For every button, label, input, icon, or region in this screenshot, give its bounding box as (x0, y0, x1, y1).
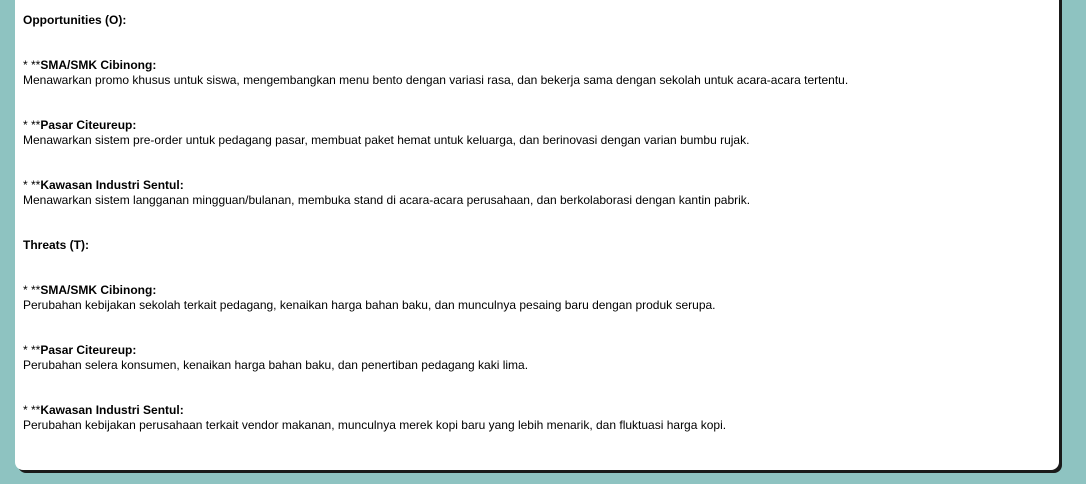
bullet-marker: * ** (23, 343, 41, 357)
bullet-marker: * ** (23, 403, 41, 417)
threats-heading: Threats (T): (23, 238, 89, 252)
opportunity-item (23, 118, 749, 148)
threat-item-text: Perubahan kebijakan perusahaan terkait vendor makanan, munculnya merek kopi baru yang lebih menarik, dan fluktuasi harga kopi. (23, 418, 727, 432)
location-name: Pasar Citeureup: (40, 343, 137, 357)
threat-item (23, 403, 726, 433)
opportunity-item (23, 58, 848, 88)
bullet-marker: * ** (23, 118, 41, 132)
threat-item-title (23, 343, 528, 358)
location-name: SMA/SMK Cibinong: (40, 283, 157, 297)
threat-item (23, 283, 716, 313)
threat-item (23, 343, 528, 373)
opportunity-item-title (23, 178, 750, 193)
threat-item-title (23, 403, 726, 418)
content-card (15, 0, 1059, 470)
location-name: Pasar Citeureup: (40, 118, 137, 132)
bullet-marker: * ** (23, 178, 41, 192)
opportunity-item (23, 178, 750, 208)
opportunity-item-text: Menawarkan sistem pre-order untuk pedagang pasar, membuat paket hemat untuk keluarga, dan berinovasi dengan varian bumbu rujak. (23, 133, 750, 147)
location-name: SMA/SMK Cibinong: (40, 58, 157, 72)
bullet-marker: * ** (23, 283, 41, 297)
threat-item-text: Perubahan selera konsumen, kenaikan harga bahan baku, dan penertiban pedagang kaki lima. (23, 358, 529, 372)
opportunity-item-title (23, 118, 749, 133)
location-name: Kawasan Industri Sentul: (40, 178, 184, 192)
threat-item-title (23, 283, 716, 298)
bullet-marker: * ** (23, 58, 41, 72)
opportunities-heading: Opportunities (O): (23, 13, 127, 27)
opportunity-item-text: Menawarkan promo khusus untuk siswa, mengembangkan menu bento dengan variasi rasa, dan bekerja sama dengan sekolah untuk acara-acara tertentu. (23, 73, 849, 87)
threat-item-text: Perubahan kebijakan sekolah terkait pedagang, kenaikan harga bahan baku, dan munculnya pesaing baru dengan produk serupa. (23, 298, 716, 312)
opportunity-item-title (23, 58, 848, 73)
opportunity-item-text: Menawarkan sistem langganan mingguan/bulanan, membuka stand di acara-acara perusahaan, dan berkolaborasi dengan kantin pabrik. (23, 193, 751, 207)
location-name: Kawasan Industri Sentul: (40, 403, 184, 417)
